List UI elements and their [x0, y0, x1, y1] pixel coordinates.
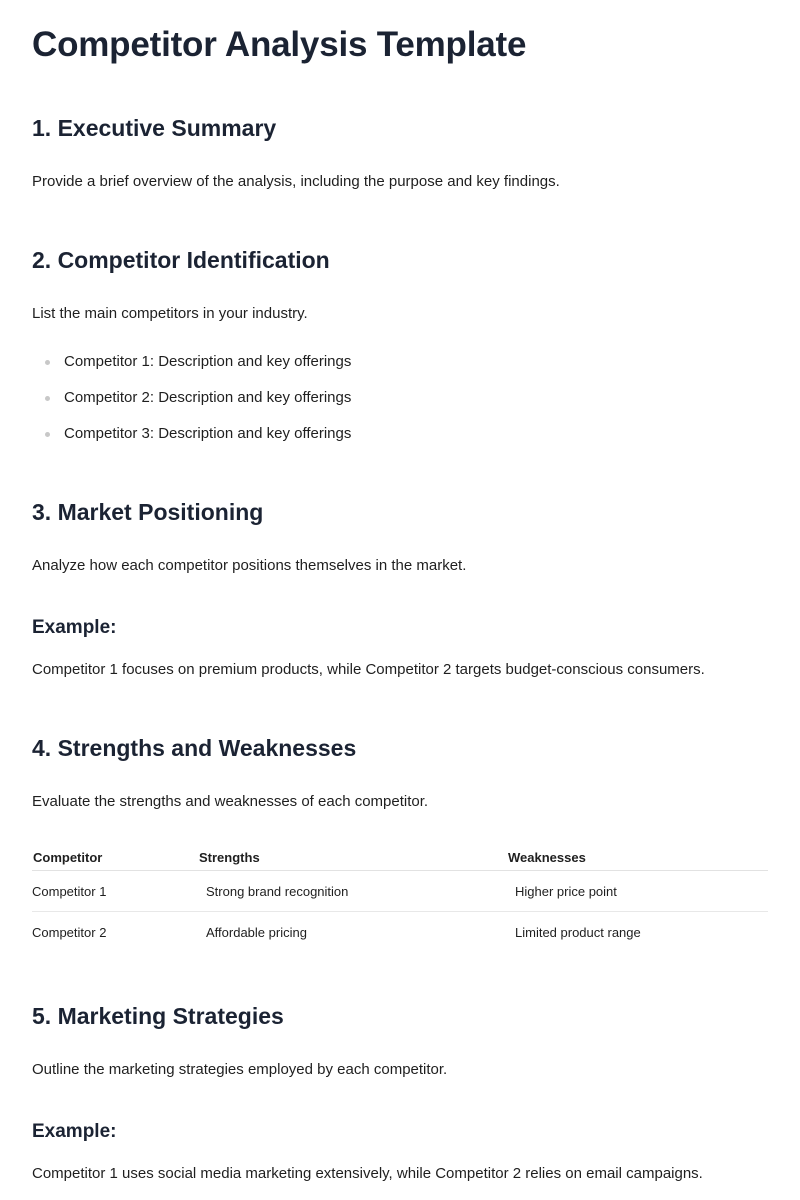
- section-text-competitor-identification: List the main competitors in your industry.: [32, 305, 308, 322]
- list-item: [32, 351, 351, 387]
- section-text-market-positioning: Analyze how each competitor positions themselves in the market.: [32, 557, 467, 574]
- column-header-competitor: Competitor: [32, 844, 199, 871]
- example-heading: Example:: [32, 1121, 117, 1142]
- section-text-marketing-strategies: Outline the marketing strategies employed by each competitor.: [32, 1061, 448, 1078]
- bullet-icon: [45, 360, 50, 365]
- column-header-strengths: Strengths: [199, 844, 508, 871]
- competitor-list: [32, 351, 351, 459]
- section-heading-market-positioning: 3. Market Positioning: [32, 499, 264, 525]
- section-heading-executive-summary: 1. Executive Summary: [32, 115, 277, 141]
- table-cell-weakness: Limited product range: [515, 924, 641, 940]
- list-item: [32, 387, 351, 423]
- list-item-text: Competitor 2: Description and key offerings: [64, 389, 352, 406]
- table-header-row: [32, 844, 768, 871]
- column-header-weaknesses: Weaknesses: [508, 844, 768, 871]
- example-text: Competitor 1 focuses on premium products, while Competitor 2 targets budget-conscious consumers.: [32, 661, 705, 678]
- section-heading-marketing-strategies: 5. Marketing Strategies: [32, 1003, 284, 1029]
- table-cell-competitor: Competitor 2: [32, 924, 107, 940]
- section-text-executive-summary: Provide a brief overview of the analysis, including the purpose and key findings.: [32, 173, 560, 190]
- bullet-icon: [45, 396, 50, 401]
- table-cell-strength: Affordable pricing: [206, 924, 307, 940]
- example-text: Competitor 1 uses social media marketing extensively, while Competitor 2 relies on email campaigns.: [32, 1165, 703, 1182]
- section-heading-competitor-identification: 2. Competitor Identification: [32, 247, 330, 273]
- table-row: [32, 871, 768, 912]
- page-title: Competitor Analysis Template: [32, 25, 527, 64]
- section-heading-strengths-weaknesses: 4. Strengths and Weaknesses: [32, 735, 357, 761]
- list-item-text: Competitor 1: Description and key offerings: [64, 353, 352, 370]
- example-heading: Example:: [32, 617, 117, 638]
- list-item-text: Competitor 3: Description and key offerings: [64, 425, 352, 442]
- strengths-weaknesses-table: [32, 844, 768, 952]
- bullet-icon: [45, 432, 50, 437]
- table-cell-weakness: Higher price point: [508, 871, 768, 912]
- table-cell-strength: Strong brand recognition: [199, 871, 508, 912]
- section-text-strengths-weaknesses: Evaluate the strengths and weaknesses of each competitor.: [32, 793, 429, 810]
- table-row: [32, 912, 768, 953]
- list-item: [32, 423, 351, 459]
- table-cell-competitor: Competitor 1: [32, 871, 199, 912]
